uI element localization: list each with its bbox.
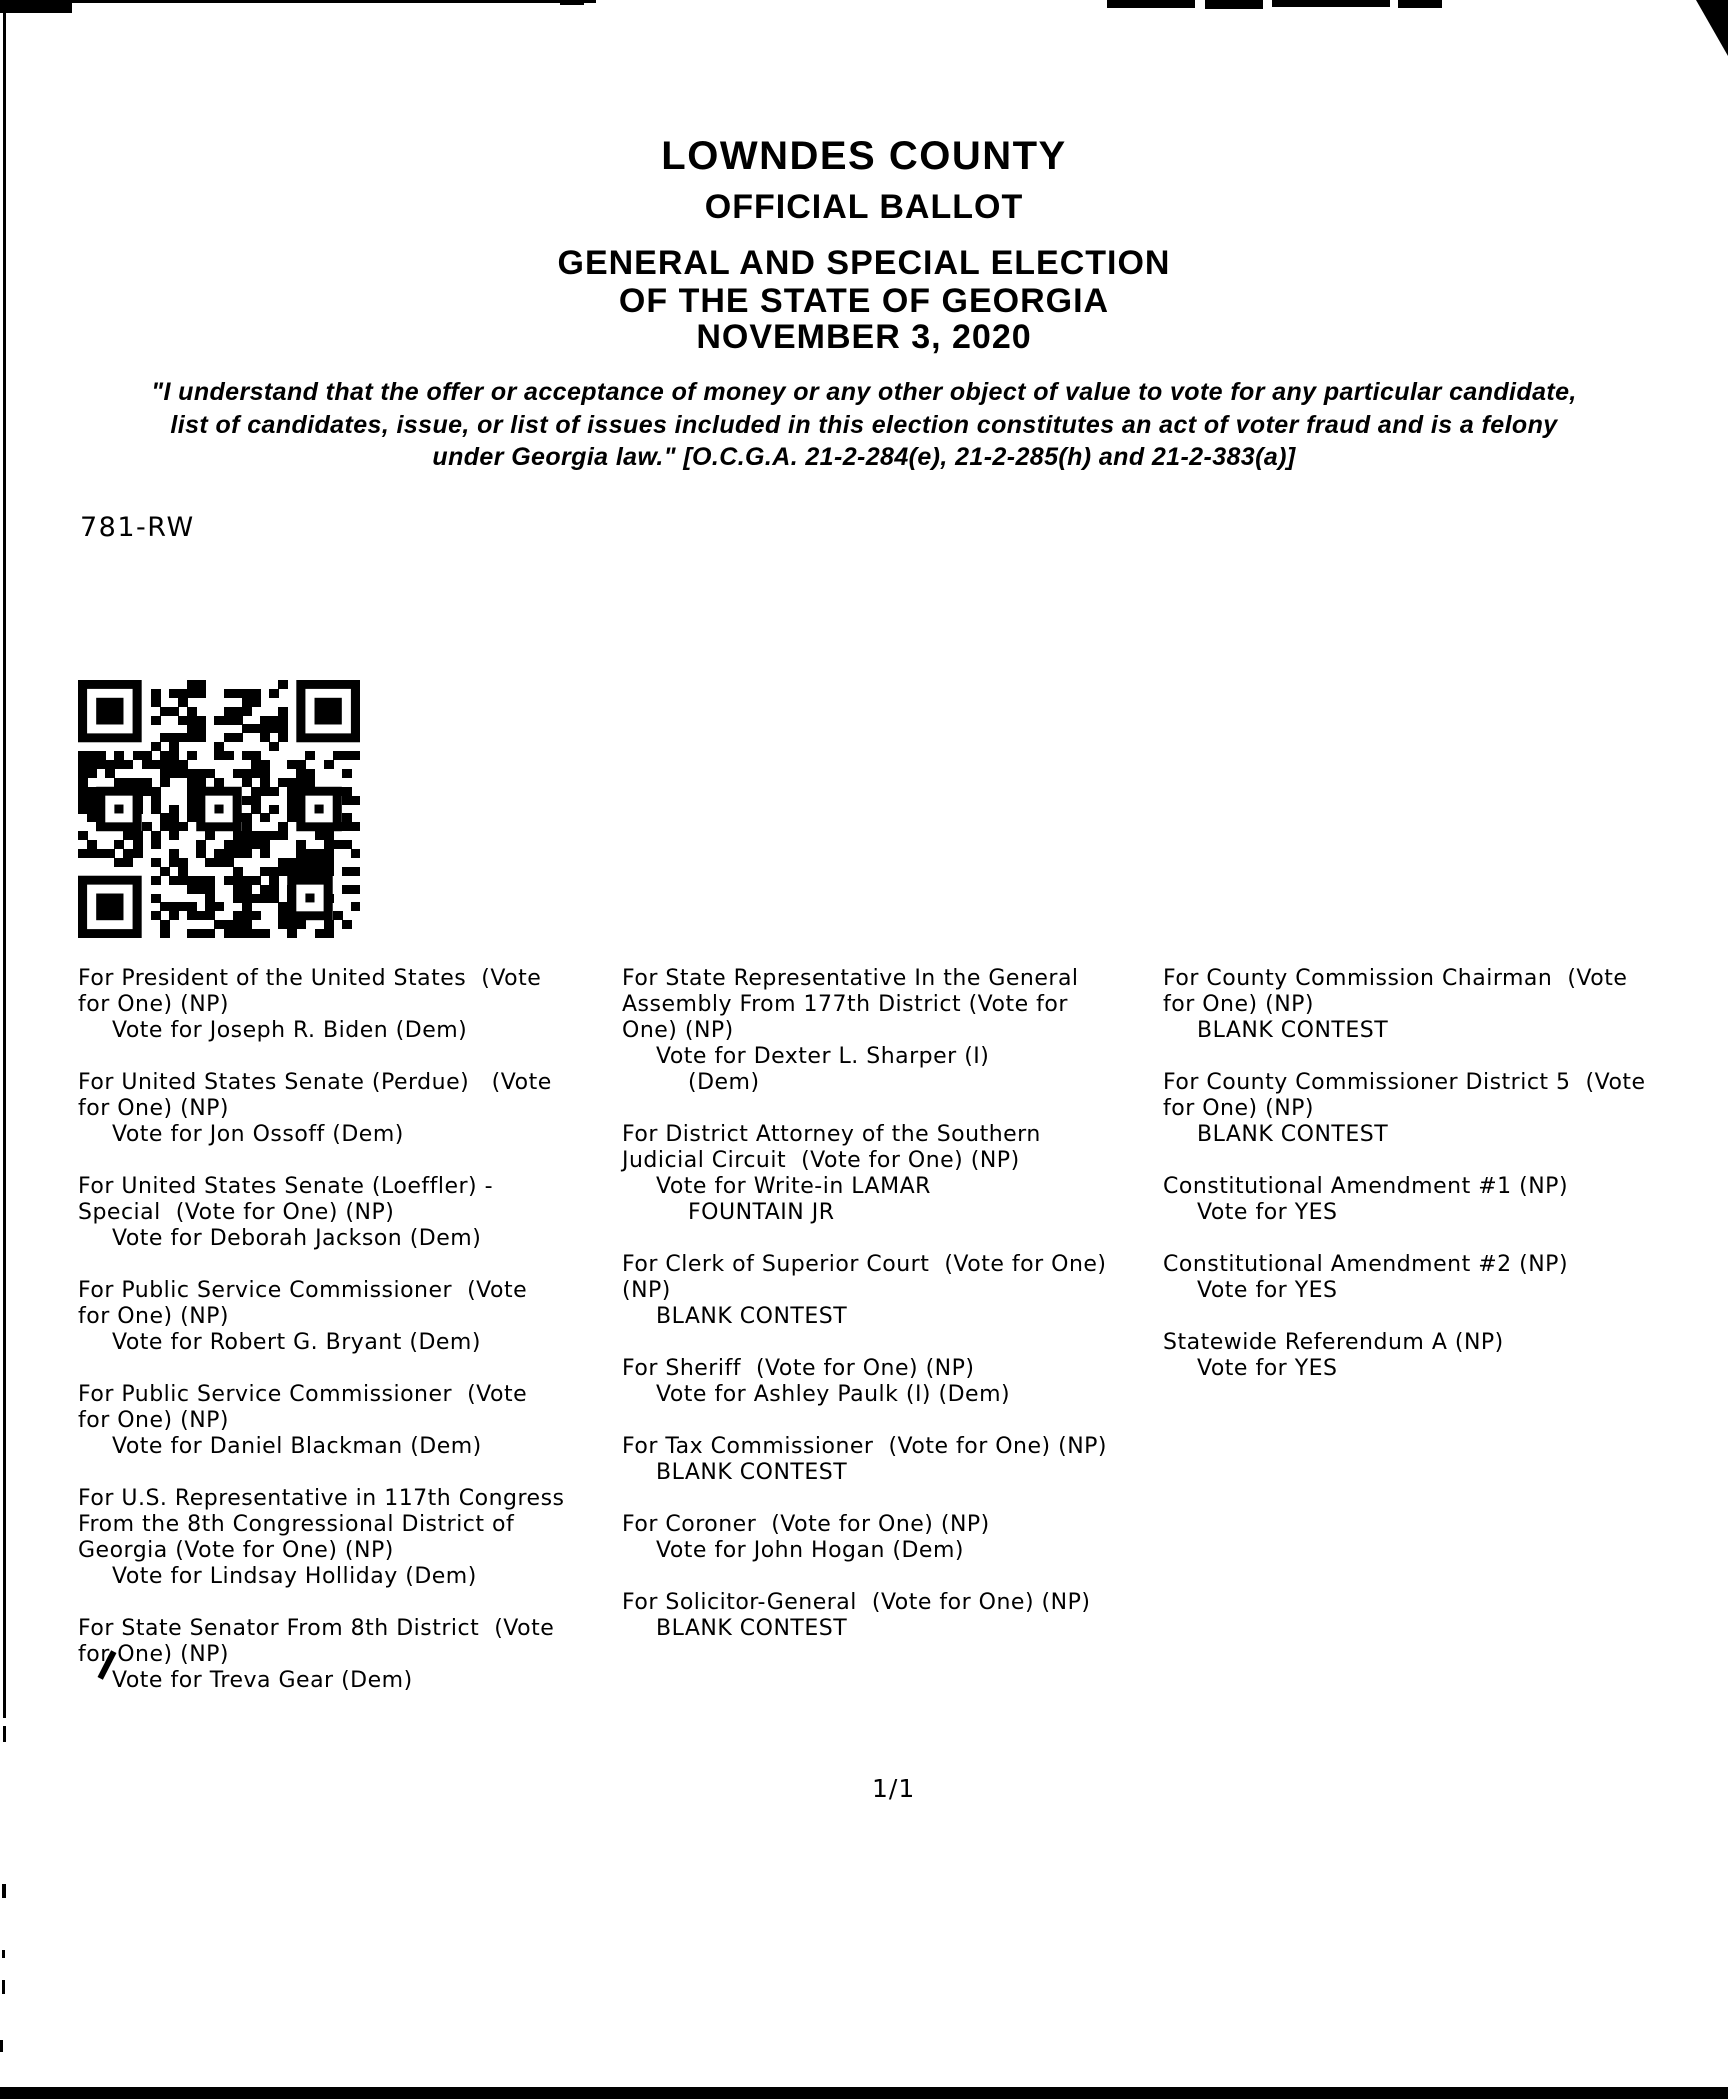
contest-block <box>622 1590 1167 1642</box>
contest-block <box>622 1122 1167 1226</box>
contest-title-line: For United States Senate (Perdue) (Vote <box>78 1070 552 1095</box>
contest-block <box>622 966 1167 1096</box>
contest-title-line: For United States Senate (Loeffler) - <box>78 1174 494 1199</box>
ballot-column-3 <box>1163 966 1728 1408</box>
contest-selection-line: Vote for Ashley Paulk (I) (Dem) <box>656 1382 1011 1407</box>
scan-artifact-bottom-edge <box>0 2087 1728 2099</box>
scan-artifact-top-left-blob <box>0 0 72 13</box>
contest-block <box>78 1174 623 1252</box>
contest-block <box>78 1070 623 1148</box>
scan-artifact-top-dash <box>1205 0 1263 9</box>
scan-artifact-top-dash <box>1107 0 1195 8</box>
page-number: 1/1 <box>872 1774 916 1803</box>
ballot-column-2 <box>622 966 1167 1668</box>
contest-title-line: For State Representative In the General <box>622 966 1079 991</box>
contest-block <box>622 1252 1167 1330</box>
ballot-column-1 <box>78 966 623 1720</box>
contest-selection-line: BLANK CONTEST <box>1197 1122 1389 1147</box>
county-title: LOWNDES COUNTY <box>661 134 1067 178</box>
fraud-disclaimer-line: "I understand that the offer or acceptance of money or any other object of value to vote for any particular candidate, <box>151 378 1577 406</box>
scan-artifact-left-dash <box>2 1980 5 1994</box>
scan-artifact-left-dash <box>2 1884 6 1898</box>
contest-selection-line: Vote for YES <box>1197 1200 1338 1225</box>
contest-selection-line: BLANK CONTEST <box>656 1304 848 1329</box>
scan-artifact-left-dash <box>3 1726 6 1742</box>
election-title-line: GENERAL AND SPECIAL ELECTION <box>557 244 1171 282</box>
contest-title-line: for One) (NP) <box>78 1642 230 1667</box>
fraud-disclaimer-line: under Georgia law." [O.C.G.A. 21-2-284(e), 21-2-285(h) and 21-2-383(a)] <box>432 443 1296 471</box>
election-date-line: NOVEMBER 3, 2020 <box>696 318 1032 356</box>
contest-block <box>1163 1252 1728 1304</box>
contest-selection-line: BLANK CONTEST <box>656 1616 848 1641</box>
election-title-line: OF THE STATE OF GEORGIA <box>618 282 1110 320</box>
contest-title-line: For Coroner (Vote for One) (NP) <box>622 1512 990 1537</box>
contest-title-line: (NP) <box>622 1278 671 1303</box>
contest-title-line: For President of the United States (Vote <box>78 966 542 991</box>
contest-block <box>1163 1070 1728 1148</box>
contest-block <box>1163 1174 1728 1226</box>
contest-title-line: For Public Service Commissioner (Vote <box>78 1382 528 1407</box>
contest-selection-line: Vote for YES <box>1197 1356 1338 1381</box>
contest-selection-line: Vote for YES <box>1197 1278 1338 1303</box>
contest-title-line: For U.S. Representative in 117th Congress <box>78 1486 565 1511</box>
contest-title-line: for One) (NP) <box>78 992 230 1017</box>
ballot-type-title: OFFICIAL BALLOT <box>704 188 1024 226</box>
contest-block <box>1163 1330 1728 1382</box>
ballot-style-code: 781-RW <box>80 512 195 543</box>
contest-title-line: Special (Vote for One) (NP) <box>78 1200 395 1225</box>
contest-block <box>622 1434 1167 1486</box>
contest-title-line: For Tax Commissioner (Vote for One) (NP) <box>622 1434 1108 1459</box>
contest-title-line: for One) (NP) <box>78 1408 230 1433</box>
contest-title-line: Constitutional Amendment #1 (NP) <box>1163 1174 1569 1199</box>
contest-selection-line: Vote for Joseph R. Biden (Dem) <box>112 1018 468 1043</box>
contest-selection-line: Vote for Dexter L. Sharper (I) <box>656 1044 990 1069</box>
contest-title-line: For Sheriff (Vote for One) (NP) <box>622 1356 975 1381</box>
contest-selection-line: Vote for Robert G. Bryant (Dem) <box>112 1330 481 1355</box>
contest-title-line: For Public Service Commissioner (Vote <box>78 1278 528 1303</box>
contest-title-line: Constitutional Amendment #2 (NP) <box>1163 1252 1569 1277</box>
contest-title-line: Georgia (Vote for One) (NP) <box>78 1538 394 1563</box>
contest-block <box>622 1512 1167 1564</box>
contest-title-line: for One) (NP) <box>78 1304 230 1329</box>
ballot-qr-code <box>78 680 360 938</box>
contest-title-line: For County Commission Chairman (Vote <box>1163 966 1628 991</box>
contest-title-line: One) (NP) <box>622 1018 734 1043</box>
contest-block <box>78 1278 623 1356</box>
scan-artifact-top-edge <box>0 0 596 3</box>
scan-artifact-top-dash <box>1398 0 1442 8</box>
scan-artifact-top-right-wedge <box>1696 0 1728 56</box>
contest-block <box>78 1382 623 1460</box>
contest-block <box>78 1616 623 1694</box>
scan-artifact-left-dash <box>2 1950 5 1958</box>
contest-selection-line: Vote for Treva Gear (Dem) <box>112 1668 413 1693</box>
contest-selection-line: BLANK CONTEST <box>1197 1018 1389 1043</box>
scan-artifact-top-dash <box>560 0 584 5</box>
contest-title-line: Assembly From 177th District (Vote for <box>622 992 1068 1017</box>
contest-title-line: Judicial Circuit (Vote for One) (NP) <box>622 1148 1020 1173</box>
contest-block <box>78 1486 623 1590</box>
contest-block <box>622 1356 1167 1408</box>
contest-selection-line: FOUNTAIN JR <box>688 1200 835 1225</box>
contest-title-line: From the 8th Congressional District of <box>78 1512 515 1537</box>
scan-artifact-top-dash <box>1272 0 1390 7</box>
contest-block <box>1163 966 1728 1044</box>
contest-title-line: Statewide Referendum A (NP) <box>1163 1330 1504 1355</box>
fraud-disclaimer-line: list of candidates, issue, or list of issues included in this election constitutes an act of voter fraud and is a felony <box>170 411 1558 439</box>
scan-artifact-bottom-left-tick <box>0 2040 3 2052</box>
contest-title-line: For State Senator From 8th District (Vote <box>78 1616 555 1641</box>
contest-selection-line: Vote for Daniel Blackman (Dem) <box>112 1434 482 1459</box>
contest-title-line: for One) (NP) <box>1163 1096 1315 1121</box>
contest-selection-line: BLANK CONTEST <box>656 1460 848 1485</box>
contest-selection-line: (Dem) <box>688 1070 760 1095</box>
contest-title-line: For County Commissioner District 5 (Vote <box>1163 1070 1646 1095</box>
contest-block <box>78 966 623 1044</box>
contest-selection-line: Vote for John Hogan (Dem) <box>656 1538 964 1563</box>
contest-title-line: For District Attorney of the Southern <box>622 1122 1041 1147</box>
contest-title-line: for One) (NP) <box>1163 992 1315 1017</box>
contest-selection-line: Vote for Lindsay Holliday (Dem) <box>112 1564 477 1589</box>
contest-title-line: for One) (NP) <box>78 1096 230 1121</box>
contest-title-line: For Clerk of Superior Court (Vote for One) <box>622 1252 1107 1277</box>
contest-selection-line: Vote for Deborah Jackson (Dem) <box>112 1226 482 1251</box>
contest-selection-line: Vote for Write-in LAMAR <box>656 1174 931 1199</box>
contest-title-line: For Solicitor-General (Vote for One) (NP) <box>622 1590 1091 1615</box>
contest-selection-line: Vote for Jon Ossoff (Dem) <box>112 1122 404 1147</box>
